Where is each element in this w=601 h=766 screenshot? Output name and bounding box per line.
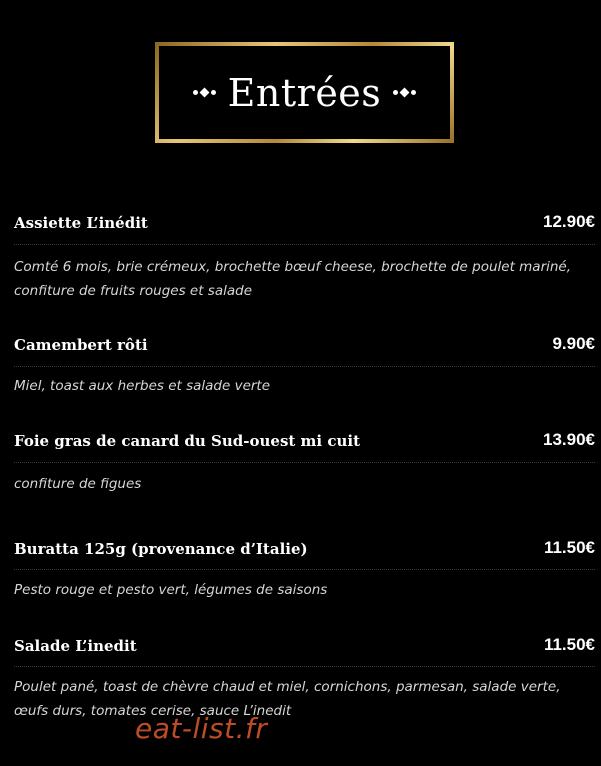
item-description: Miel, toast aux herbes et salade verte	[14, 378, 271, 394]
left-ornament-icon	[193, 89, 216, 96]
item-description: confiture de figues	[14, 476, 142, 492]
item-name: Buratta 125g (provenance d’Italie)	[14, 540, 308, 558]
item-price: 12.90€	[543, 212, 595, 231]
item-divider	[14, 666, 595, 667]
item-description: Pesto rouge et pesto vert, légumes de saisons	[14, 582, 328, 598]
item-divider	[14, 462, 595, 463]
item-price: 13.90€	[543, 430, 595, 449]
item-divider	[14, 366, 595, 367]
menu-item-camembert	[14, 334, 595, 394]
item-name: Camembert rôti	[14, 336, 148, 354]
menu-item-salade	[14, 635, 595, 719]
item-divider	[14, 244, 595, 245]
item-price: 9.90€	[552, 334, 595, 353]
watermark: eat-list.fr	[135, 712, 268, 745]
item-name: Assiette L’inédit	[14, 214, 148, 232]
item-description: Poulet pané, toast de chèvre chaud et miel, cornichons, parmesan, salade verte, œufs durs, tomates cerise, sauce L’inedit	[14, 679, 561, 719]
item-price: 11.50€	[543, 538, 595, 557]
menu-item-foie-gras	[14, 430, 595, 492]
item-price: 11.50€	[543, 635, 595, 654]
item-description: Comté 6 mois, brie crémeux, brochette bœuf cheese, brochette de poulet mariné, confiture de fruits rouges et salade	[14, 259, 572, 299]
item-divider	[14, 569, 595, 570]
menu-item-assiette	[14, 212, 595, 299]
menu-item-buratta	[14, 538, 595, 598]
item-name: Salade L’inedit	[14, 637, 137, 655]
header-frame	[155, 42, 454, 143]
item-name: Foie gras de canard du Sud-ouest mi cuit	[14, 432, 360, 450]
page-title: Entrées	[227, 70, 382, 115]
right-ornament-icon	[393, 89, 416, 96]
